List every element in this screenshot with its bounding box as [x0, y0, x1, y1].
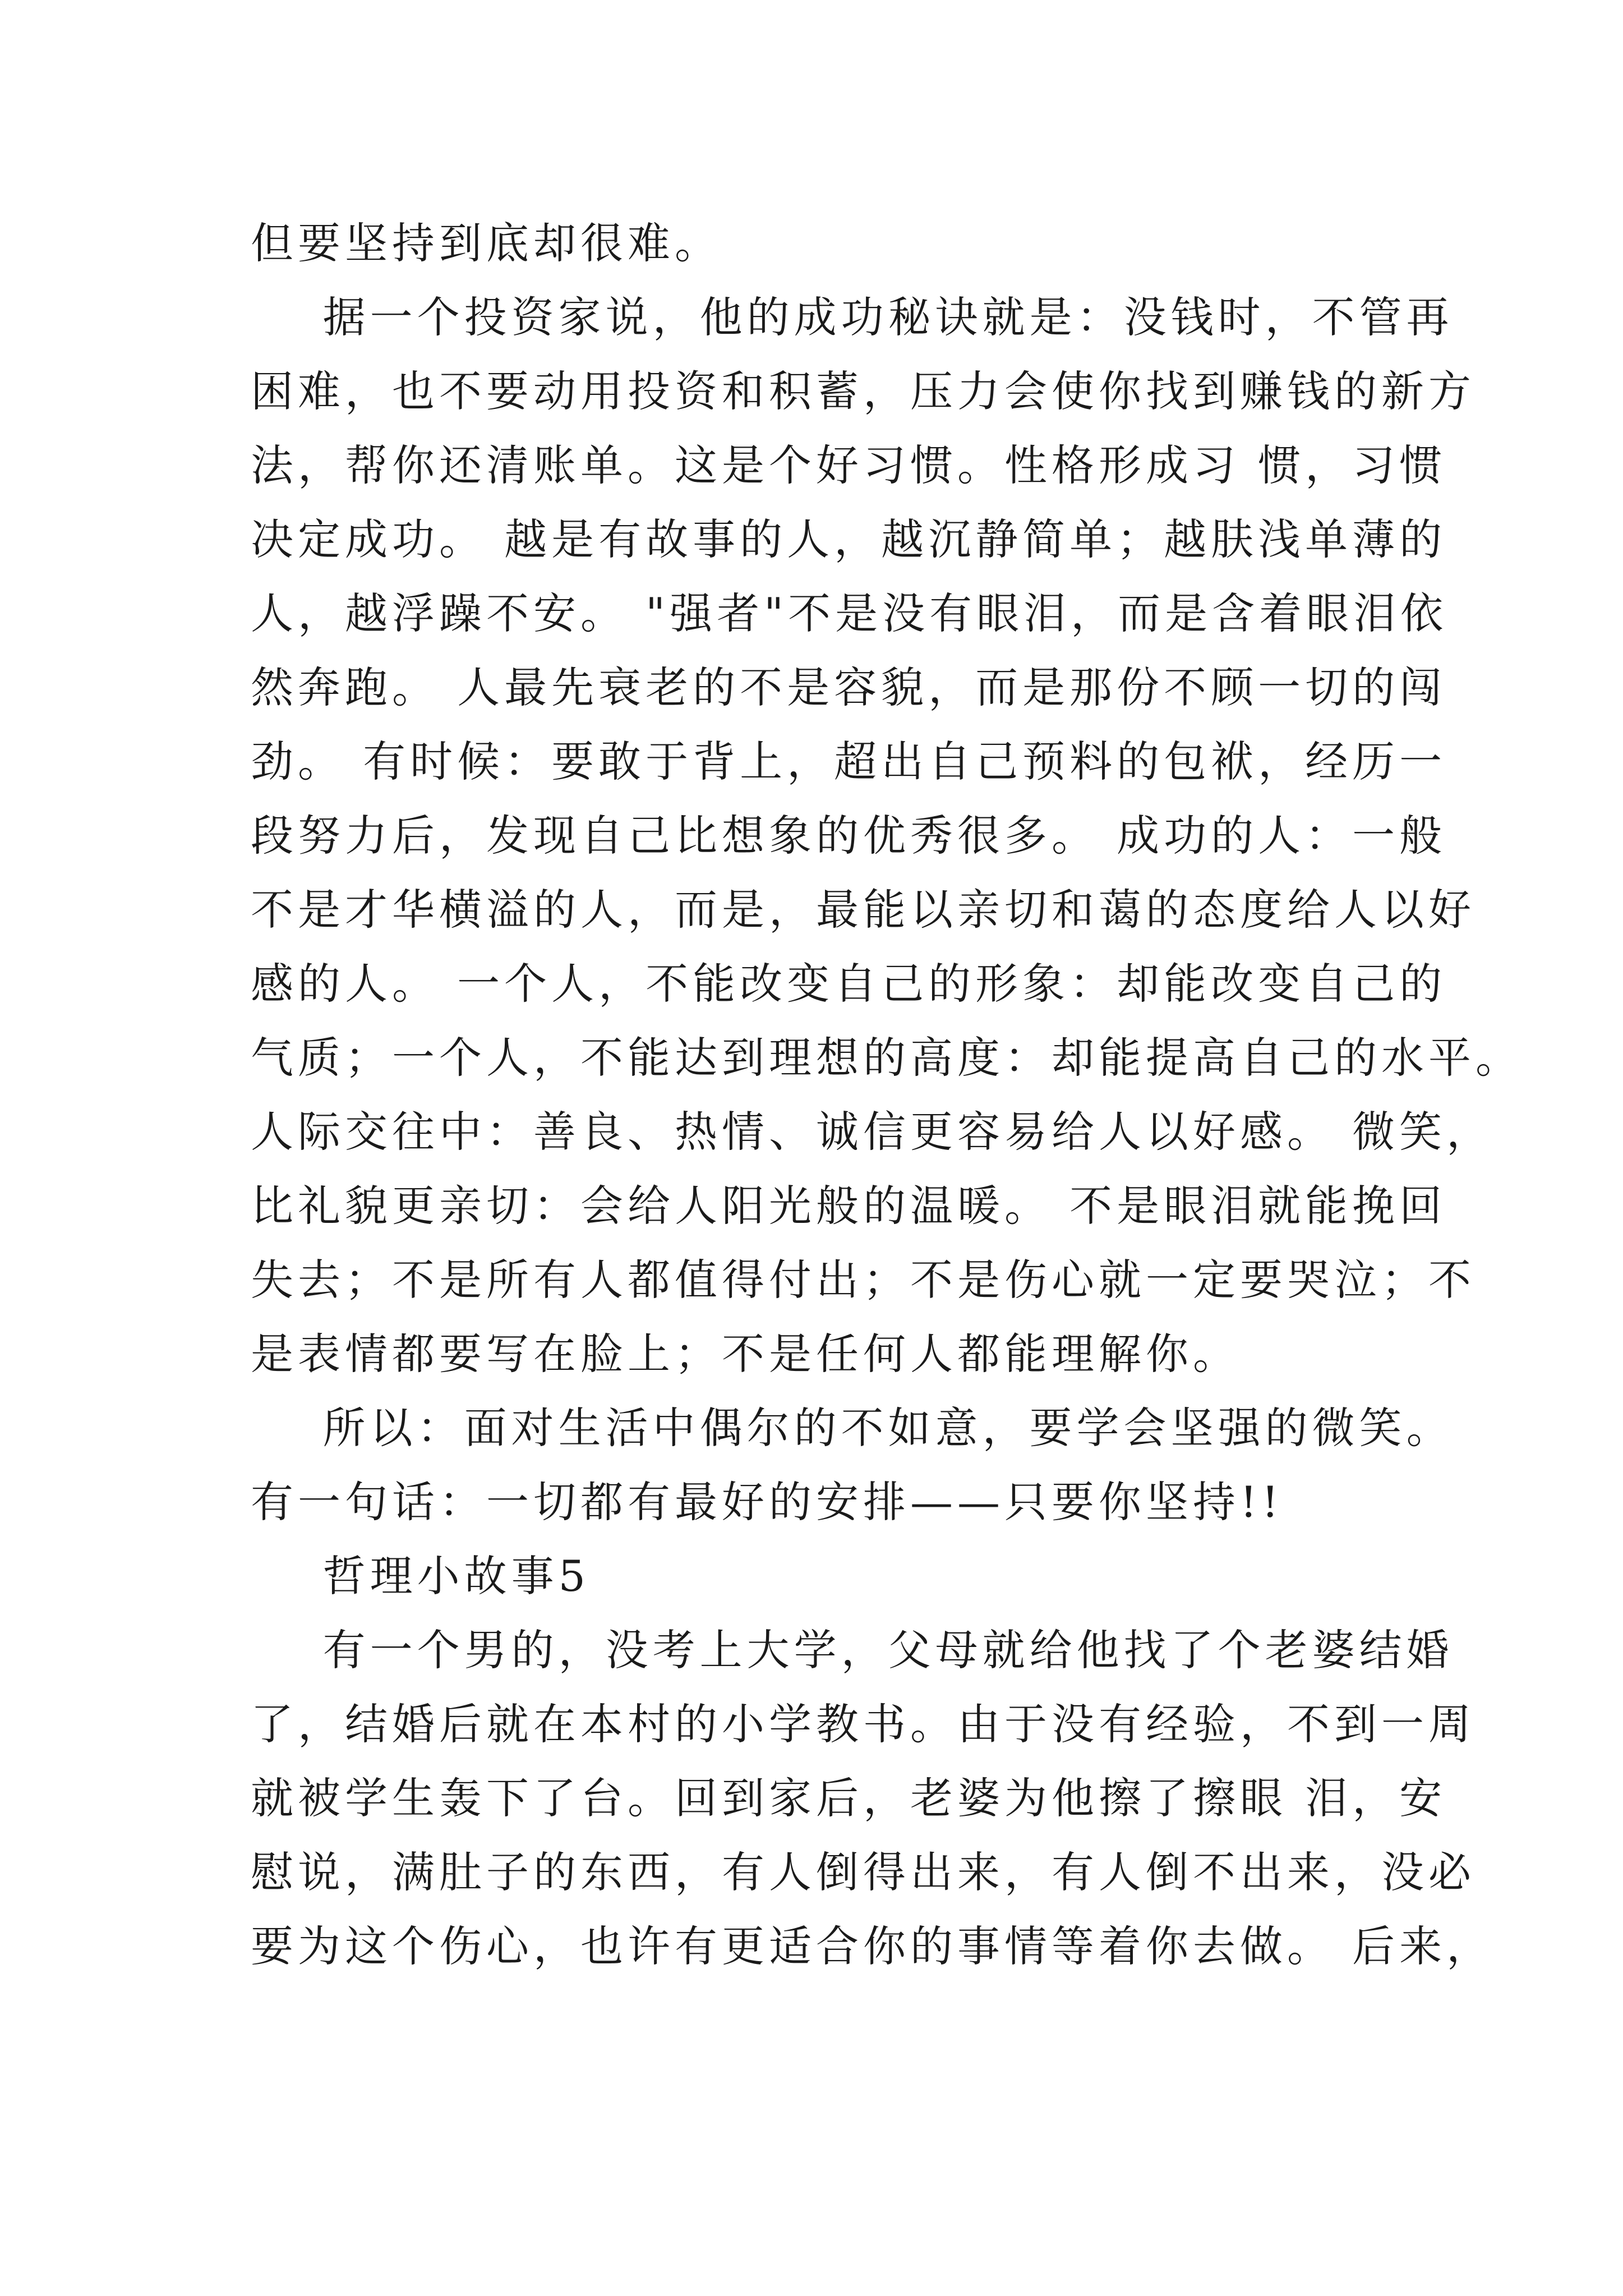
- text-line: 有一句话：一切都有最好的安排——只要你坚持!!: [251, 1477, 1284, 1527]
- text-line: 然奔跑。 人最先衰老的不是容貌，而是那份不顾一切的闯: [251, 662, 1447, 712]
- text-line: 但要坚持到底却很难。: [251, 218, 722, 268]
- text-line: 感的人。 一个人，不能改变自己的形象：却能改变自己的: [251, 959, 1447, 1009]
- text-line: 慰说，满肚子的东西，有人倒得出来，有人倒不出来，没必: [251, 1847, 1476, 1897]
- text-line: 就被学生轰下了台。回到家后，老婆为他擦了擦眼 泪，安: [251, 1773, 1447, 1823]
- text-line: 所以：面对生活中偶尔的不如意，要学会坚强的微笑。: [251, 1403, 1454, 1453]
- text-line: 失去；不是所有人都值得付出；不是伤心就一定要哭泣；不: [251, 1255, 1476, 1305]
- text-line: 是表情都要写在脸上；不是任何人都能理解你。: [251, 1329, 1240, 1379]
- text-line: 要为这个伤心，也许有更适合你的事情等着你去做。 后来，: [251, 1921, 1494, 1971]
- text-line: 有一个男的，没考上大学，父母就给他找了个老婆结婚: [251, 1625, 1454, 1675]
- text-line: 比礼貌更亲切：会给人阳光般的温暖。 不是眼泪就能挽回: [251, 1181, 1447, 1231]
- text-line: 据一个投资家说，他的成功秘诀就是：没钱时，不管再: [251, 292, 1454, 342]
- document-body: [251, 206, 1523, 1984]
- section-heading: 哲理小故事5: [251, 1551, 590, 1601]
- text-line: 段努力后，发现自己比想象的优秀很多。 成功的人：一般: [251, 811, 1447, 861]
- text-line: 了，结婚后就在本村的小学教书。由于没有经验，不到一周: [251, 1699, 1476, 1749]
- text-line: 气质；一个人，不能达到理想的高度：却能提高自己的水平。: [251, 1033, 1523, 1083]
- text-line: 劲。 有时候：要敢于背上，超出自己预料的包袱，经历一: [251, 737, 1447, 786]
- text-line: 人际交往中：善良、热情、诚信更容易给人以好感。 微笑，: [251, 1107, 1494, 1157]
- text-line: 困难，也不要动用投资和积蓄，压力会使你找到赚钱的新方: [251, 366, 1476, 416]
- text-line: 不是才华横溢的人，而是，最能以亲切和蔼的态度给人以好: [251, 885, 1476, 935]
- text-line: 法，帮你还清账单。这是个好习惯。性格形成习 惯，习惯: [251, 440, 1447, 490]
- text-line: 决定成功。 越是有故事的人，越沉静简单；越肤浅单薄的: [251, 514, 1447, 564]
- text-line: 人，越浮躁不安。 "强者"不是没有眼泪，而是含着眼泪依: [251, 588, 1448, 638]
